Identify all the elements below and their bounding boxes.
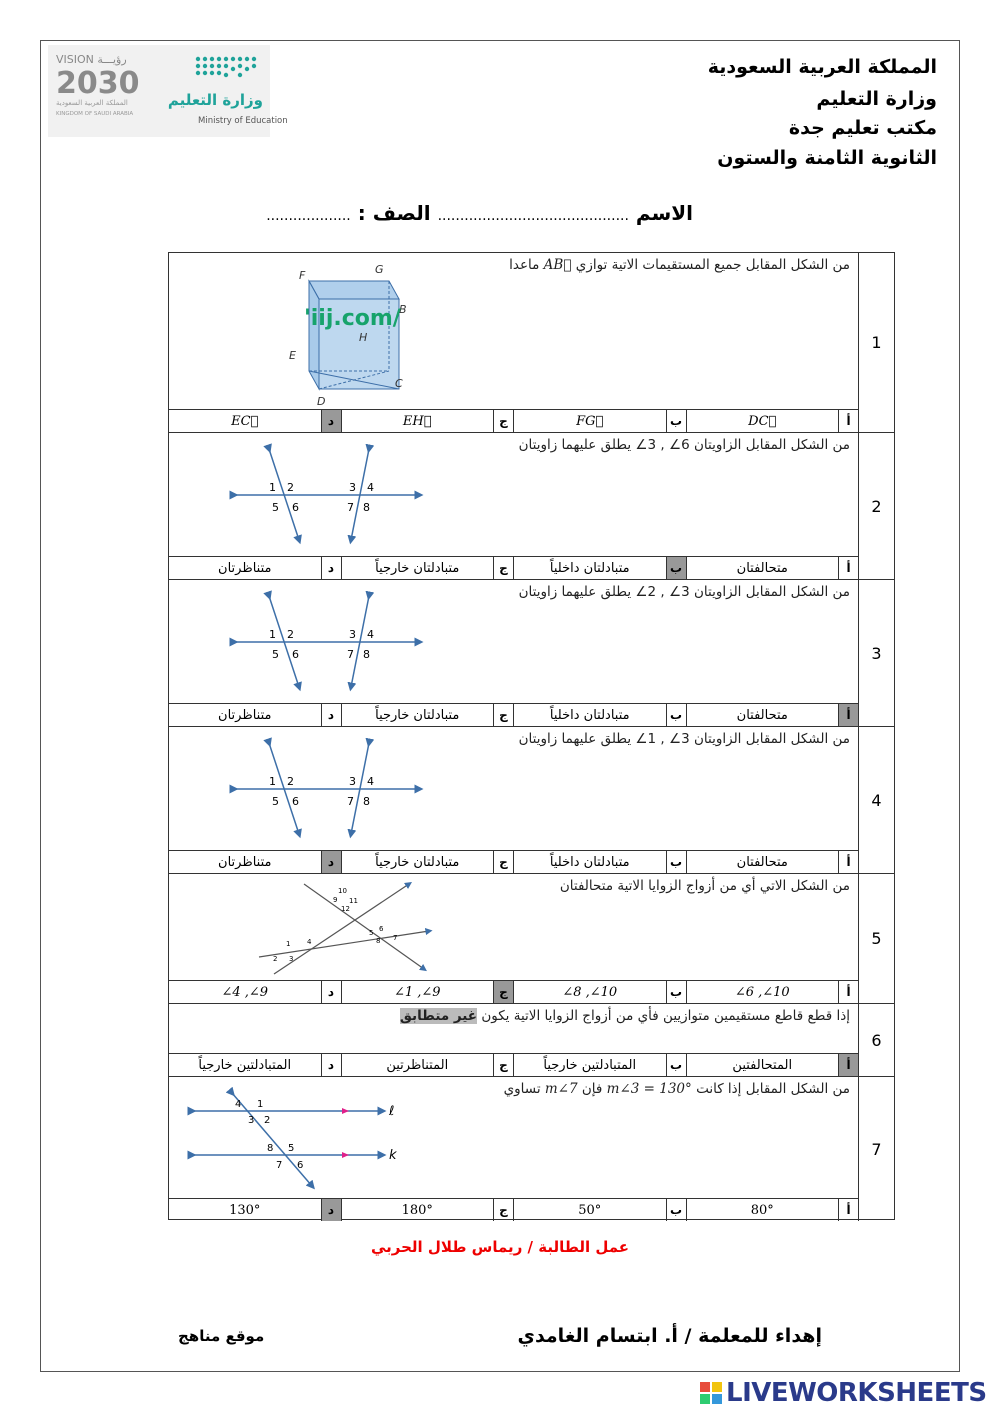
svg-text:5: 5 [272,501,279,514]
option-b[interactable]: متبادلتان داخلياً [513,851,666,873]
transversal-figure [229,592,429,692]
question-text: من الشكل المقابل الزاويتان 3∠ , 2∠ يطلق عليهما زاويتان [518,584,850,600]
svg-text:8: 8 [267,1143,274,1154]
question-text: من الشكل المقابل جميع المستقيمات الاتية توازي AB⃡ ماعدا [509,257,850,273]
option-d[interactable]: EC⃡ [231,413,259,429]
class-label: الصف [372,201,431,225]
question-2 [169,433,894,580]
watermark: 'iij.com/ [304,306,401,331]
svg-text:5: 5 [272,795,279,808]
moe-ar: وزارة التعليم [167,91,263,109]
question-text: إذا قطع قاطع مستقيمين متوازيين فأي من أزواج الزوايا الاتية يكون غير متطابق [399,1008,850,1024]
options-row [169,1198,858,1221]
option-letter-c-selected: ج [493,981,513,1003]
option-a[interactable]: متحالفتان [686,704,839,726]
option-d[interactable]: متناظرتان [218,854,272,870]
option-a[interactable]: متحالفتان [686,557,839,579]
option-c[interactable]: ∠1 ,∠9 [341,981,494,1003]
student-fields [266,201,693,225]
header-school: الثانوية الثامنة والستون [717,147,937,169]
question-6 [169,1004,894,1077]
option-c[interactable]: متبادلتان خارجياً [341,557,494,579]
option-letter-d: د [321,1054,341,1076]
svg-text:E: E [289,349,296,362]
option-letter-a-selected: أ [838,704,858,726]
class-input[interactable]: ................... [266,208,351,224]
svg-text:C: C [395,377,403,390]
question-number: 2 [858,433,894,579]
svg-text:7: 7 [393,934,398,942]
svg-text:4: 4 [367,775,374,788]
highlight-not-congruent: غير متطابق [399,1008,478,1024]
vision-ar: المملكة العربية السعودية [56,99,128,107]
option-b[interactable]: 50° [513,1199,666,1221]
svg-text:3: 3 [349,628,356,641]
prepared-by: إهداء للمعلمة / أ. ابتسام الغامدي [517,1325,822,1347]
option-c[interactable]: 180° [341,1199,494,1221]
svg-text:D: D [317,395,326,408]
option-letter-c: ج [493,851,513,873]
intersecting-lines-figure [249,879,439,979]
option-c[interactable]: متبادلتان خارجياً [341,851,494,873]
svg-text:G: G [375,263,384,276]
svg-text:2: 2 [264,1115,271,1126]
svg-text:2: 2 [287,628,294,641]
option-b[interactable]: المتبادلتين خارجياً [513,1054,666,1076]
moe-en: Ministry of Education [198,116,288,126]
svg-text:4: 4 [307,938,312,946]
svg-text:8: 8 [363,795,370,808]
svg-text:5: 5 [369,929,374,937]
transversal-figure [229,445,429,545]
question-text: من الشكل المقابل إذا كانت m∠3 = 130° فإن m∠7 تساوي [503,1081,850,1097]
svg-text:2: 2 [287,481,294,494]
svg-text:1: 1 [269,481,276,494]
option-d[interactable]: 130° [229,1202,261,1218]
name-label: الاسم [635,201,693,225]
parallel-lines-figure [187,1091,407,1189]
option-letter-c: ج [493,1199,513,1221]
header-office: مكتب تعليم جدة [788,117,937,139]
option-letter-a-selected: أ [838,1054,858,1076]
option-d[interactable]: متناظرتان [218,707,272,723]
moe-logo-icon [196,57,256,77]
question-text: من الشكل المقابل الزاويتان 3∠ , 1∠ يطلق عليهما زاويتان [518,731,850,747]
svg-text:6: 6 [292,795,299,808]
vision-en: KINGDOM OF SAUDI ARABIA [56,111,134,117]
vision-2030-logo [56,53,140,117]
vision-label: VISION رؤيـــة [56,53,127,66]
svg-text:5: 5 [288,1143,295,1154]
option-letter-a: أ [838,557,858,579]
option-b[interactable]: متبادلتان داخلياً [513,557,666,579]
student-credit: عمل الطالبة / ريماس طلال الحربي [370,1238,630,1256]
option-letter-c: ج [493,557,513,579]
svg-text:8: 8 [376,937,381,945]
option-a[interactable]: ∠6 ,∠10 [686,981,839,1003]
options-row [169,850,858,873]
svg-text:H: H [359,331,368,344]
option-letter-a: أ [838,1199,858,1221]
question-number: 4 [858,727,894,873]
question-number: 6 [858,1004,894,1076]
site-name: موقع مناهج [178,1327,265,1345]
svg-text:3: 3 [349,775,356,788]
option-b[interactable]: ∠8 ,∠10 [513,981,666,1003]
option-b[interactable]: FG⃡ [513,410,666,432]
option-letter-c: ج [493,1054,513,1076]
svg-text:6: 6 [297,1160,304,1171]
question-5 [169,874,894,1004]
svg-text:12: 12 [341,905,350,913]
transversal-figure [229,739,429,839]
svg-text:3: 3 [349,481,356,494]
question-3 [169,580,894,727]
question-number: 1 [858,253,894,432]
option-letter-b: ب [666,410,686,432]
logos-panel [48,45,288,137]
svg-text:5: 5 [272,648,279,661]
option-letter-b-selected: ب [666,557,686,579]
svg-text:8: 8 [363,648,370,661]
class-colon: : [357,201,366,225]
option-letter-c: ج [493,410,513,432]
svg-text:F: F [299,269,306,282]
svg-text:3: 3 [289,955,294,963]
question-number: 7 [858,1077,894,1221]
option-a[interactable]: 80° [686,1199,839,1221]
option-b[interactable]: متبادلتان داخلياً [513,704,666,726]
cube-figure [279,261,419,406]
options-row [169,409,858,432]
option-letter-a: أ [838,410,858,432]
svg-text:1: 1 [269,628,276,641]
question-1 [169,253,894,433]
options-row [169,703,858,726]
header-ministry: وزارة التعليم [816,88,937,110]
option-a[interactable]: DC⃡ [686,410,839,432]
liveworksheets-logo-icon [700,1382,722,1404]
svg-text:ℓ: ℓ [389,1104,395,1119]
option-letter-b: ب [666,1054,686,1076]
svg-text:4: 4 [367,481,374,494]
options-row [169,556,858,579]
svg-text:2: 2 [273,955,278,963]
svg-text:2: 2 [287,775,294,788]
option-letter-b: ب [666,981,686,1003]
svg-text:B: B [399,303,407,316]
question-number: 5 [858,874,894,1003]
svg-text:8: 8 [363,501,370,514]
option-a[interactable]: متحالفتان [686,851,839,873]
options-row [169,980,858,1003]
svg-text:1: 1 [257,1099,264,1110]
option-letter-d: د [321,704,341,726]
svg-text:9: 9 [333,896,338,904]
option-a[interactable]: المتحالفتين [686,1054,839,1076]
question-number: 3 [858,580,894,726]
brand-name: LIVEWORKSHEETS [726,1378,987,1408]
option-d[interactable]: متناظرتان [218,560,272,576]
svg-text:11: 11 [349,897,358,905]
option-letter-b: ب [666,704,686,726]
svg-text:7: 7 [347,648,354,661]
liveworksheets-brand[interactable] [700,1378,987,1408]
question-text: من الشكل الاتي أي من أزواج الزوايا الاتية متحالفتان [559,878,850,894]
svg-text:4: 4 [367,628,374,641]
option-letter-c: ج [493,704,513,726]
option-letter-d-selected: د [321,410,341,432]
options-row [169,1053,858,1076]
option-letter-b: ب [666,851,686,873]
vision-year: 2030 [56,66,140,101]
svg-text:7: 7 [347,795,354,808]
header-country: المملكة العربية السعودية [707,56,937,78]
question-4 [169,727,894,874]
option-letter-d-selected: د [321,851,341,873]
option-letter-d: د [321,557,341,579]
option-c[interactable]: متبادلتان خارجياً [341,704,494,726]
option-d[interactable]: ∠4 ,∠9 [221,984,269,1000]
svg-text:6: 6 [379,925,384,933]
option-c[interactable]: EH⃡ [341,410,494,432]
svg-text:1: 1 [269,775,276,788]
option-letter-d-selected: د [321,1199,341,1221]
svg-text:10: 10 [338,887,347,895]
option-letter-b: ب [666,1199,686,1221]
name-input[interactable]: ........................................... [437,208,629,224]
svg-text:1: 1 [286,940,291,948]
option-c[interactable]: المتناظرتين [341,1054,494,1076]
svg-text:6: 6 [292,501,299,514]
option-letter-a: أ [838,981,858,1003]
question-table [168,252,895,1220]
svg-text:7: 7 [276,1160,283,1171]
svg-text:7: 7 [347,501,354,514]
option-d[interactable]: المتبادلتين خارجياً [198,1057,292,1073]
option-letter-a: أ [838,851,858,873]
svg-text:4: 4 [235,1099,242,1110]
question-text: من الشكل المقابل الزاويتان 6∠ , 3∠ يطلق عليهما زاويتان [518,437,850,453]
svg-text:k: k [389,1148,397,1163]
svg-text:6: 6 [292,648,299,661]
question-7 [169,1077,894,1221]
option-letter-d: د [321,981,341,1003]
svg-text:3: 3 [248,1115,255,1126]
